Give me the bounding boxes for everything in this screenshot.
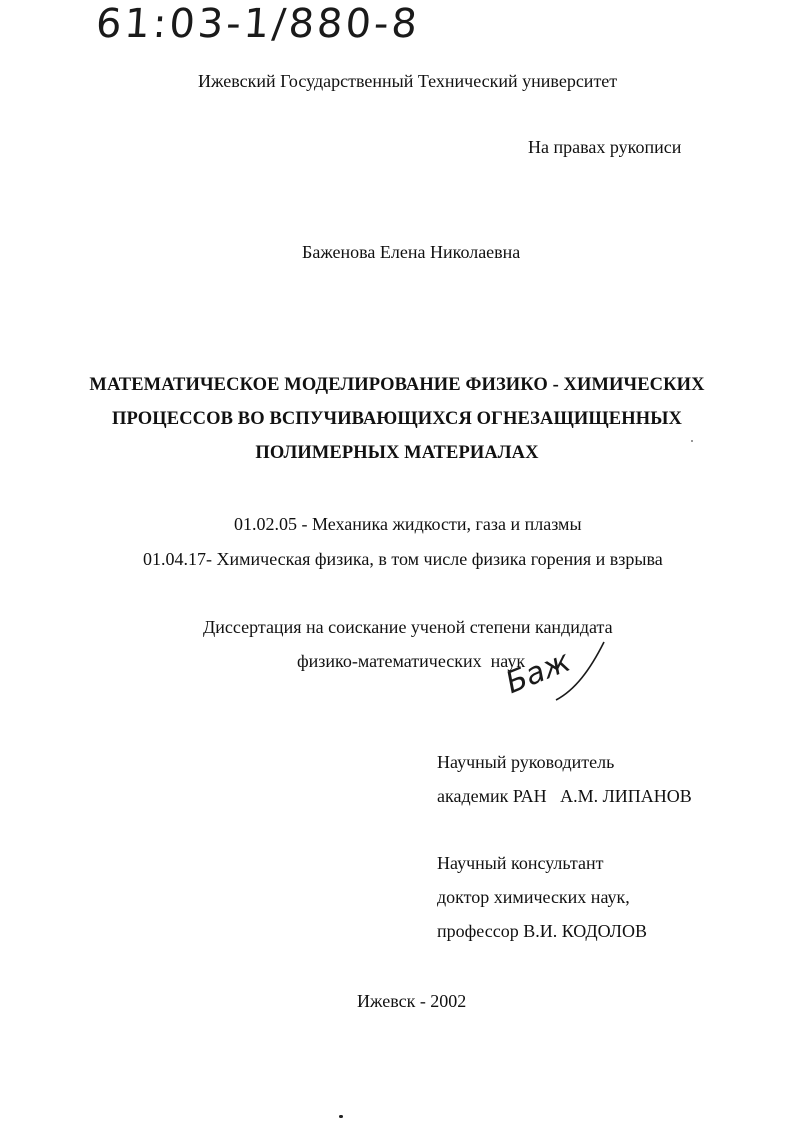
- author-name: Баженова Елена Николаевна: [302, 242, 521, 262]
- dissertation-title-line-3: ПОЛИМЕРНЫХ МАТЕРИАЛАХ: [255, 443, 539, 463]
- consultant-label: Научный консультант: [437, 853, 604, 873]
- university-name: Ижевский Государственный Технический университет: [198, 71, 618, 91]
- supervisor-name: академик РАН А.М. ЛИПАНОВ: [437, 786, 692, 806]
- specialty-code-2: 01.04.17- Химическая физика, в том числе физика горения и взрыва: [143, 549, 663, 569]
- handwritten-archive-code: 61:03-1/880-8: [94, 1, 422, 47]
- scan-speck: [691, 440, 693, 442]
- dissertation-title-line-1: МАТЕМАТИЧЕСКОЕ МОДЕЛИРОВАНИЕ ФИЗИКО - ХИМИЧЕСКИХ: [89, 375, 705, 395]
- place-year: Ижевск - 2002: [357, 991, 467, 1011]
- scan-speck: [339, 1115, 343, 1118]
- consultant-degree: доктор химических наук,: [437, 887, 630, 907]
- consultant-name: профессор В.И. КОДОЛОВ: [437, 921, 647, 941]
- dissertation-title-line-2: ПРОЦЕССОВ ВО ВСПУЧИВАЮЩИХСЯ ОГНЕЗАЩИЩЕННЫХ: [112, 409, 682, 429]
- specialty-code-1: 01.02.05 - Механика жидкости, газа и плазмы: [234, 514, 582, 534]
- supervisor-label: Научный руководитель: [437, 752, 615, 772]
- degree-line-2: физико-математических наук: [297, 651, 526, 671]
- rights-note: На правах рукописи: [528, 137, 682, 157]
- degree-line-1: Диссертация на соискание ученой степени кандидата: [203, 617, 613, 637]
- handwritten-signature: Баж: [500, 643, 576, 701]
